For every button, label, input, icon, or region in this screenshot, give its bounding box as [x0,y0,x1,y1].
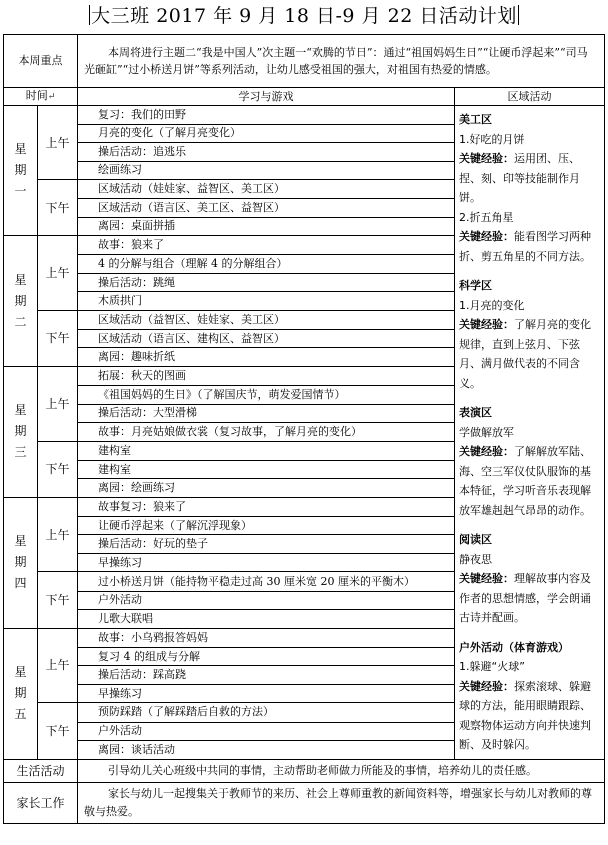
activity-cell [78,106,455,125]
area-title: 美工区 [459,113,492,126]
header-time-text: 时间 [25,89,48,102]
activity-text: 区域活动（语言区、美工区、益智区） [98,200,285,214]
activity-cell [78,180,455,199]
focus-label: 本周重点 [4,35,78,88]
activity-text: 让硬币浮起来（了解沉浮现象） [98,518,252,532]
page-title [0,3,608,29]
day-label-char: 五 [14,707,27,722]
activity-text: 户外活动 [98,593,142,607]
header-time: 时间↵ [4,88,78,106]
key-experience [459,315,600,393]
activity-text: 操后活动：踩高跷 [98,668,186,681]
days-body [4,106,605,760]
activity-cell [78,217,455,236]
area-item: 静夜思 [459,552,492,566]
afternoon-label: 下午 [38,310,78,366]
day-label-char: 星 [14,403,27,418]
activity-text: 操后活动：跳绳 [98,275,175,289]
key-label: 关键经验： [459,318,514,331]
key-label: 关键经验： [459,572,514,585]
focus-text-content: 本周将进行主题二“我是中国人”次主题一“欢腾的节日”：通过“祖国妈妈生日”“让硬币浮起来”“司马光砸缸”“过小桥送月饼”等系列活动，让幼儿感受祖国的强大，对祖国有热爱的情感。 [84,46,588,76]
day-label-char: 二 [14,314,27,329]
activity-cell [78,647,455,666]
day-label-char: 星 [14,534,27,549]
activity-text: 故事：月亮姑娘做衣裳（复习故事，了解月亮的变化） [98,424,362,438]
activity-cell [78,329,455,348]
key-experience [459,677,600,755]
morning-label: 上午 [38,497,78,572]
header-row [4,88,605,106]
activity-text: 故事：小乌鸦报答妈妈 [98,630,208,644]
activity-text: 户外活动 [98,724,142,738]
activity-text: 复习 4 的组成与分解 [98,649,200,663]
day-label-char: 期 [14,686,27,701]
activity-cell [78,479,455,498]
activity-text: 离园：谈话活动 [98,742,175,756]
activity-cell [78,703,455,722]
key-label: 关键经验： [459,152,514,165]
header-area: 区域活动 [455,88,605,106]
day-label [4,497,38,628]
area-gap [459,628,600,638]
activity-cell [78,516,455,535]
activity-cell [78,310,455,329]
activity-text: 月亮的变化（了解月亮变化） [98,126,241,140]
day-label-char: 期 [14,555,27,570]
activity-cell [78,255,455,274]
morning-label: 上午 [38,106,78,180]
parent-label: 家长工作 [4,782,78,823]
activity-text: 预防踩踏（了解踩踏后自救的方法） [98,705,274,719]
activity-cell [78,460,455,479]
area-item: 1.月亮的变化 [459,298,525,312]
day-label-char: 期 [14,293,27,308]
activity-cell [78,741,455,760]
day-label [4,236,38,367]
key-label: 关键经验： [459,679,514,693]
activity-cell [78,423,455,442]
area-title: 表演区 [459,406,492,419]
day-label [4,366,38,497]
activity-cell [78,143,455,162]
activity-cell [78,386,455,405]
activity-text: 离园：桌面拼插 [98,219,175,233]
morning-label: 上午 [38,628,78,703]
day-label-char: 期 [14,163,27,178]
activity-text: 过小桥送月饼（能持物平稳走过高 30 厘米宽 20 厘米的平衡木） [98,574,415,588]
activity-cell [78,292,455,311]
activity-text: 建构室 [98,462,131,476]
activity-cell [78,572,455,591]
area-gap [459,266,600,276]
activity-text: 离园：绘画练习 [98,481,175,495]
day-label-char: 三 [14,445,27,460]
area-title: 科学区 [459,279,492,292]
activity-cell [78,535,455,554]
day-label-char: 一 [14,184,27,199]
key-label: 关键经验： [459,445,514,458]
life-label: 生活活动 [4,759,78,782]
key-text: 了解月亮的变化规律，直到上弦月、下弦月、满月做代表的不同含义。 [459,318,591,390]
activity-cell [78,591,455,610]
activity-cell [78,684,455,703]
area-gap [459,520,600,530]
activity-text: 复习：我们的田野 [98,107,186,121]
key-text: 能看图学习两种折、剪五角星的不同方法。 [459,230,591,263]
activity-text: 离园：趣味折纸 [98,350,175,364]
activity-text: 4 的分解与组合（理解 4 的分解组合） [98,257,288,271]
title-text: 大三班 2017 年 9 月 18 日-9 月 22 日活动计划 [91,5,517,27]
day-label-char: 星 [14,272,27,287]
activity-text: 儿歌大联唱 [98,611,153,625]
activity-text: 木质拱门 [98,294,142,308]
life-text-content: 引导幼儿关心班级中共同的事情，主动帮助老师做力所能及的事情，培养幼儿的责任感。 [108,763,537,777]
afternoon-label: 下午 [38,180,78,236]
activity-cell [78,666,455,685]
key-experience [459,569,600,628]
key-text: 理解故事内容及作者的思想情感，学会朗诵古诗并配画。 [459,572,591,624]
activity-text: 绘画练习 [98,163,142,177]
day-label-char: 星 [14,142,27,157]
key-experience [459,442,600,520]
activity-cell [78,124,455,143]
activity-text: 操后活动：好玩的垫子 [98,537,208,551]
day-label-char: 期 [14,424,27,439]
area-activities [455,106,605,760]
plan-table [3,34,605,824]
activity-text: 拓展：秋天的图画 [98,369,186,383]
activity-cell [78,610,455,629]
activity-text: 操后活动：大型滑梯 [98,406,197,420]
key-text: 了解解放军陆、海、空三军仪仗队服饰的基本特征，学习听音乐表现解放军雄赳赳气昂昂的动作。 [459,445,591,517]
activity-cell [78,366,455,385]
activity-cell [78,553,455,572]
activity-cell [78,199,455,218]
activity-cell [78,497,455,516]
activity-row [4,106,605,125]
area-item: 2.折五角星 [459,210,514,224]
focus-text [78,35,605,88]
life-text [78,759,605,782]
activity-text: 早操练习 [98,555,142,569]
activity-cell [78,722,455,741]
parent-text [78,782,605,823]
parent-text-content: 家长与幼儿一起搜集关于教师节的来历、社会上尊师重教的新闻资料等，增强家长与幼儿对教师的尊敬与热爱。 [84,786,592,818]
morning-label: 上午 [38,236,78,311]
area-title: 户外活动（体育游戏） [459,640,569,654]
day-label-char: 四 [14,576,27,591]
afternoon-label: 下午 [38,572,78,628]
area-item: 1.好吃的月饼 [459,132,525,146]
activity-text: 操后活动：追逃乐 [98,144,186,158]
text-cursor [89,5,90,25]
area-gap [459,393,600,403]
activity-cell [78,404,455,423]
area-item: 1.躲避“火球” [459,660,525,673]
area-item: 学做解放军 [459,425,514,439]
activity-cell [78,441,455,460]
activity-text: 《祖国妈妈的生日》（了解国庆节，萌发爱国情节） [98,387,346,401]
day-label [4,628,38,759]
day-label [4,106,38,236]
parent-row [4,782,605,823]
header-learning: 学习与游戏 [78,88,455,106]
key-experience [459,227,600,266]
activity-cell [78,628,455,647]
focus-row [4,35,605,88]
morning-label: 上午 [38,366,78,441]
key-experience [459,149,600,208]
text-cursor-end [518,5,519,25]
life-row [4,759,605,782]
activity-text: 故事复习：狼来了 [98,499,186,513]
activity-text: 区域活动（娃娃家、益智区、美工区） [98,182,285,196]
area-title: 阅读区 [459,533,492,546]
activity-cell [78,273,455,292]
afternoon-label: 下午 [38,703,78,759]
activity-text: 区域活动（语言区、建构区、益智区） [98,331,285,345]
activity-text: 故事：狼来了 [98,238,164,252]
key-text: 探索滚球、躲避球的方法，能用眼睛跟踪、观察物体运动方向并快速判断、及时躲闪。 [459,679,591,751]
afternoon-label: 下午 [38,441,78,497]
activity-text: 建构室 [98,443,131,457]
day-label-char: 星 [14,665,27,680]
activity-cell [78,348,455,367]
key-text: 运用团、压、捏、刻、印等技能制作月饼。 [459,152,580,204]
activity-cell [78,236,455,255]
activity-text: 区域活动（益智区、娃娃家、美工区） [98,312,285,326]
activity-text: 早操练习 [98,686,142,700]
activity-cell [78,161,455,180]
key-label: 关键经验： [459,230,514,243]
